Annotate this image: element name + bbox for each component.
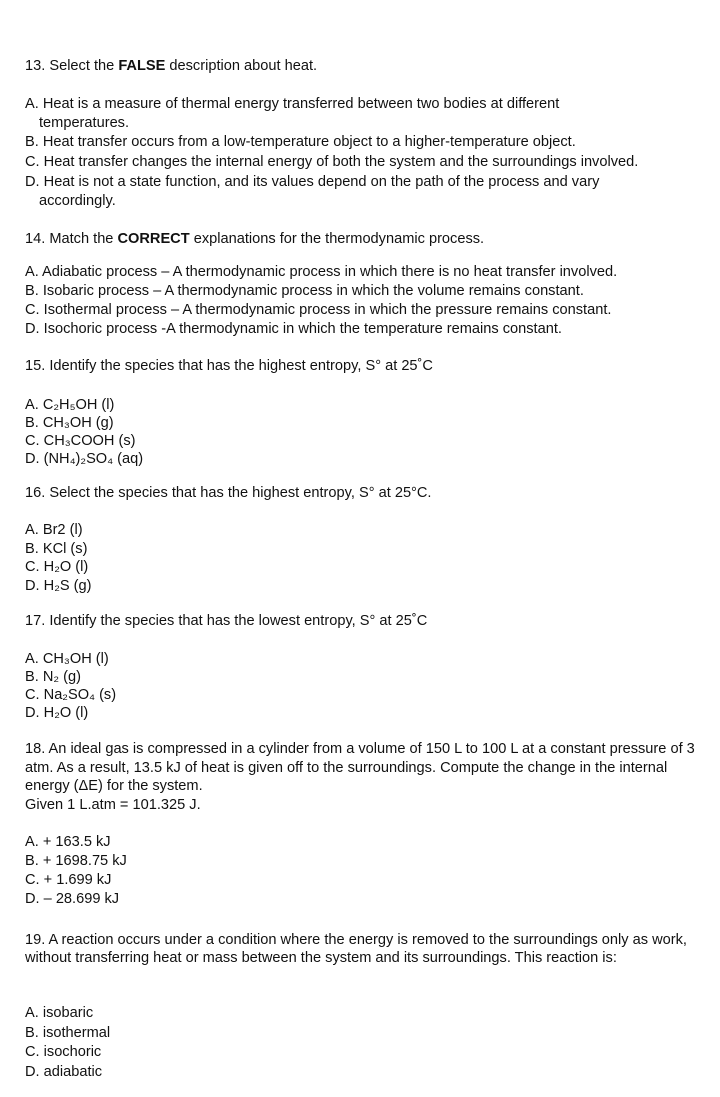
option-d[interactable]: D. – 28.699 kJ — [25, 891, 120, 907]
option-b[interactable]: B. CH₃OH (g) — [25, 415, 114, 431]
question-19-prompt: 19. A reaction occurs under a condition where the energy is removed to the surroundings only as work, without transferring heat or mass between the system and its surroundings. This reaction is: — [25, 932, 687, 966]
option-c[interactable]: C. Isothermal process – A thermodynamic process in which the pressure remains constant. — [25, 302, 612, 318]
option-d[interactable]: D. H₂S (g) — [25, 577, 92, 594]
question-14-options — [25, 263, 720, 339]
prompt-text: 13. Select the — [25, 58, 119, 74]
option-a[interactable]: A. Heat is a measure of thermal energy transferred between two bodies at different temperatures. — [25, 96, 560, 131]
option-b[interactable]: B. KCl (s) — [25, 540, 88, 557]
option-a[interactable]: A. + 163.5 kJ — [25, 834, 111, 850]
option-d[interactable]: D. Isochoric process -A thermodynamic in which the temperature remains constant. — [25, 321, 562, 337]
prompt-emphasis: FALSE — [118, 58, 166, 74]
option-a[interactable]: A. isobaric — [25, 1005, 94, 1021]
question-14-prompt — [25, 230, 715, 249]
question-18-prompt — [25, 740, 705, 815]
given-text: Given 1 L.atm = 101.325 J. — [25, 797, 201, 814]
prompt-text: 18. An ideal gas is compressed in a cylinder from a volume of 150 L to 100 L at a constant pressure of 3 atm. As a result, 13.5 kJ of heat is given off to the surroundings. Compute the change in the internal energy (ΔE) for the system. — [25, 741, 695, 795]
option-d[interactable]: D. Heat is not a state function, and its values depend on the path of the process and vary accordingly. — [25, 174, 600, 209]
prompt-text: explanations for the thermodynamic process. — [189, 231, 485, 247]
option-b[interactable]: B. Heat transfer occurs from a low-temperature object to a higher-temperature object. — [25, 134, 576, 150]
option-b[interactable]: B. + 1698.75 kJ — [25, 853, 127, 869]
prompt-text: 14. Match the — [25, 231, 118, 247]
question-16-options — [25, 521, 91, 595]
option-d[interactable]: D. adiabatic — [25, 1064, 103, 1081]
option-a[interactable]: A. Adiabatic process – A thermodynamic process in which there is no heat transfer involved. — [25, 264, 618, 280]
question-15-options — [25, 396, 143, 468]
option-b[interactable]: B. N₂ (g) — [25, 669, 81, 685]
option-b[interactable]: B. Isobaric process – A thermodynamic process in which the volume remains constant. — [25, 283, 584, 299]
question-13-prompt — [25, 57, 715, 76]
option-a[interactable]: A. CH₃OH (l) — [25, 651, 109, 667]
question-17-prompt: 17. Identify the species that has the lowest entropy, S° at 25˚C — [25, 613, 428, 629]
question-17-options — [25, 650, 116, 722]
prompt-text: description about heat. — [165, 58, 318, 74]
option-d[interactable]: D. (NH₄)₂SO₄ (aq) — [25, 451, 144, 467]
option-c[interactable]: C. isochoric — [25, 1044, 102, 1061]
option-d[interactable]: D. H₂O (l) — [25, 705, 89, 721]
prompt-emphasis: CORRECT — [117, 231, 190, 247]
option-c[interactable]: C. + 1.699 kJ — [25, 872, 112, 888]
option-a[interactable]: A. C₂H₅OH (l) — [25, 397, 115, 413]
question-16-prompt: 16. Select the species that has the highest entropy, S° at 25°C. — [25, 485, 432, 501]
option-b[interactable]: B. isothermal — [25, 1024, 111, 1041]
question-15-prompt: 15. Identify the species that has the highest entropy, S° at 25˚C — [25, 358, 433, 374]
option-c[interactable]: C. Heat transfer changes the internal energy of both the system and the surroundings involved. — [25, 154, 639, 170]
question-19-options — [25, 1004, 110, 1083]
option-c[interactable]: C. H₂O (l) — [25, 559, 89, 575]
option-c[interactable]: C. Na₂SO₄ (s) — [25, 687, 117, 703]
option-a[interactable]: A. Br2 (l) — [25, 522, 83, 538]
question-18-options — [25, 833, 127, 909]
question-13-options — [25, 95, 720, 211]
option-c[interactable]: C. CH₃COOH (s) — [25, 433, 136, 449]
